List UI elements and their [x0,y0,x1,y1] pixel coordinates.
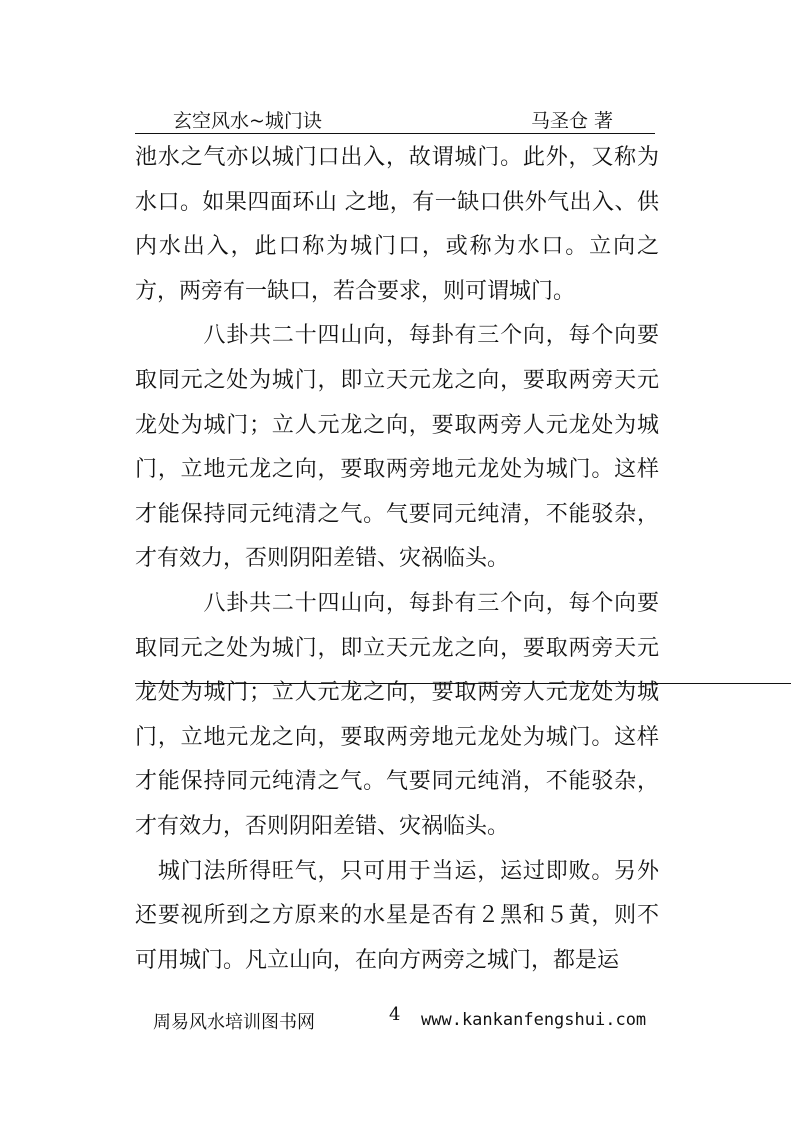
paragraph-4: 城门法所得旺气，只可用于当运，运过即败。另外还要视所到之方原来的水星是否有２黑和５黄，则不可用城门。凡立山向，在向方两旁之城门，都是运 [135,858,659,973]
paragraph-3: 八卦共二十四山向，每卦有三个向，每个向要取同元之处为城门，即立天元龙之向，要取两旁天元龙处为城门；立人元龙之向，要取两旁人元龙处为城门，立地元龙之向，要取两旁地元龙处为城门。这样才能保持同元纯清之气。气要同元纯消，不能驳杂，才有效力，否则阴阳差错、灾祸临头。 [135,590,659,839]
header-divider [135,133,655,134]
paragraph-1: 池水之气亦以城门口出入，故谓城门。此外，又称为水口。如果四面环山 之地，有一缺口供外气出入、供内水出入，此口称为城门口，或称为水口。立向之方，两旁有一缺口，若合要求，则可谓城门。 [135,145,659,304]
page-footer [135,1006,675,1036]
footer-site-name: 周易风水培训图书网 [153,1012,315,1033]
document-author: 马圣仓 著 [531,110,614,132]
document-title: 玄空风水~城门诀 [173,110,322,132]
paragraph-2: 八卦共二十四山向，每卦有三个向，每个向要取同元之处为城门，即立天元龙之向，要取两旁天元龙处为城门；立人元龙之向，要取两旁人元龙处为城门，立地元龙之向，要取两旁地元龙处为城门。这样才能保持同元纯清之气。气要同元纯清，不能驳杂，才有效力，否则阴阳差错、灾祸临头。 [135,323,659,572]
page-header [135,104,655,134]
strike-line [135,683,791,684]
footer-url[interactable]: www.kankanfengshui.com [421,1010,647,1030]
page-number: 4 [389,1004,401,1025]
document-body [135,136,659,983]
